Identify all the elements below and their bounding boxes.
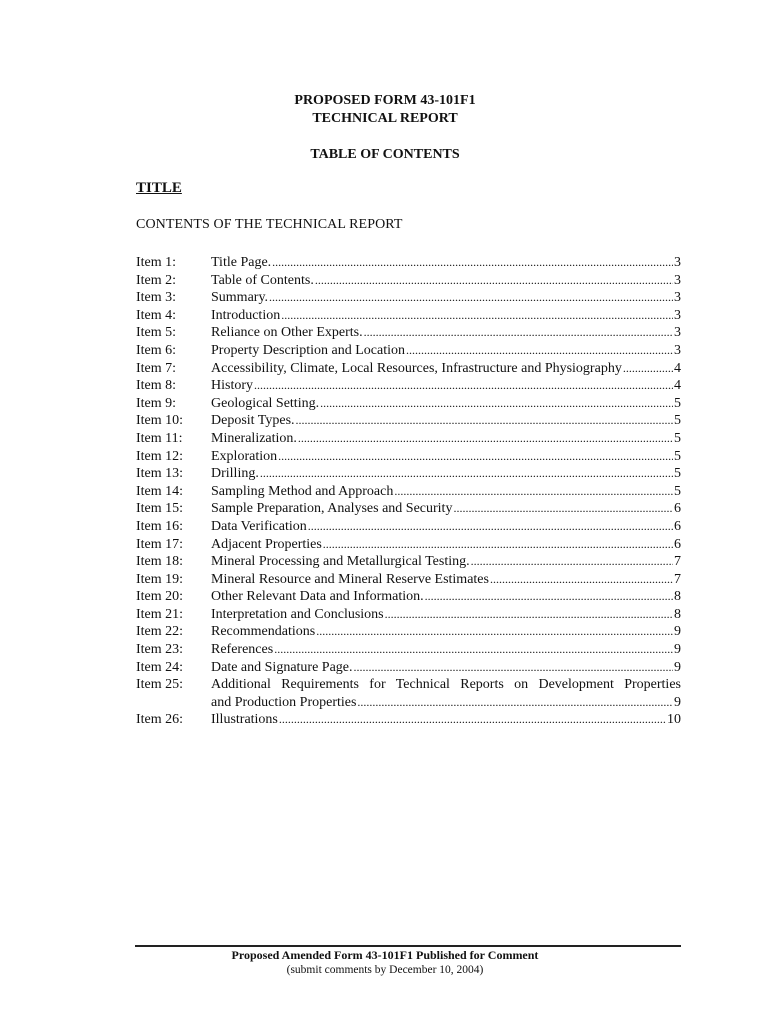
toc-item-number: Item 13: [136,466,184,482]
toc-item-title: Reliance on Other Experts. [211,325,363,341]
toc-item-title: Drilling. [211,466,259,482]
toc-item-body [211,448,681,466]
dot-leader [298,430,673,448]
dot-leader [316,623,673,641]
toc-entry [136,377,681,395]
toc-entry [136,483,681,501]
dot-leader [490,571,673,589]
footer-title: Proposed Amended Form 43-101F1 Published for Comment [231,948,539,962]
toc-page-number: 9 [674,659,681,675]
toc-item-body [211,342,681,360]
dot-leader [308,518,673,536]
toc-line [211,465,681,483]
toc-line [211,500,681,518]
toc-item-title: Data Verification [211,518,307,534]
toc-page-number: 10 [667,712,681,728]
toc-page-number: 9 [674,642,681,658]
toc-item-number: Item 1: [136,255,177,270]
toc-item-title: Mineral Resource and Mineral Reserve Estimates [211,571,489,587]
toc-page-number: 3 [674,255,681,270]
toc-item-body [211,500,681,518]
toc-line [211,395,681,413]
toc-item-title: Illustrations [211,712,278,728]
toc-page-number: 5 [674,448,681,464]
toc-line [211,711,681,729]
toc-line [211,536,681,554]
toc-page-number: 6 [674,536,681,552]
toc-page-number: 4 [674,360,681,376]
toc-page-number: 7 [674,571,681,587]
toc-page-number: 7 [674,554,681,570]
dot-leader [281,307,673,325]
toc-entry [136,536,681,554]
toc-entry [136,307,681,325]
toc-item-title: Table of Contents. [211,272,314,288]
footer-divider [135,945,681,947]
toc-entry [136,676,681,711]
toc-line [211,377,681,395]
toc-page-number: 5 [674,395,681,411]
toc-entry [136,588,681,606]
toc-item-number: Item 5: [136,325,177,341]
toc-line [211,360,681,378]
toc-line [211,606,681,624]
toc-item-number: Item 9: [136,395,177,411]
toc-item-body [211,377,681,395]
toc-page-number: 8 [674,606,681,622]
toc-entry [136,500,681,518]
toc-item-body [211,553,681,571]
toc-page-number: 5 [674,430,681,446]
dot-leader [272,254,673,272]
toc-item-number: Item 17: [136,536,184,552]
toc-item-number: Item 21: [136,606,184,622]
toc-line [211,518,681,536]
dot-leader [269,289,673,307]
toc-list [136,254,681,729]
toc-item-number: Item 3: [136,290,177,306]
toc-line [211,659,681,677]
dot-leader [323,536,673,554]
toc-item-body [211,536,681,554]
toc-item-body [211,641,681,659]
toc-entry [136,342,681,360]
toc-entry [136,553,681,571]
toc-item-number: Item 16: [136,518,184,534]
toc-page-number: 8 [674,589,681,605]
toc-entry [136,659,681,677]
contents-heading: CONTENTS OF THE TECHNICAL REPORT [136,217,403,232]
toc-line [211,412,681,430]
toc-entry [136,641,681,659]
toc-item-body [211,360,681,378]
toc-entry [136,606,681,624]
toc-entry [136,272,681,290]
toc-item-body [211,518,681,536]
toc-item-body [211,711,681,729]
toc-item-body [211,412,681,430]
toc-item-body [211,588,681,606]
toc-item-number: Item 4: [136,307,177,323]
toc-item-title: Interpretation and Conclusions [211,606,384,622]
dot-leader [274,641,673,659]
toc-page-number: 3 [674,290,681,306]
toc-item-title: Title Page. [211,255,272,270]
toc-item-title: Accessibility, Climate, Local Resources, Infrastructure and Physiography [211,360,622,376]
toc-page-number: 5 [674,466,681,482]
toc-page-number: 9 [674,624,681,640]
dot-leader [364,324,673,342]
dot-leader [279,711,666,729]
dot-leader [471,553,673,571]
dot-leader [394,483,673,501]
toc-line [211,483,681,501]
toc-item-number: Item 20: [136,589,184,605]
toc-line [211,307,681,325]
toc-item-number: Item 2: [136,272,177,288]
toc-item-body [211,483,681,501]
toc-entry [136,711,681,729]
toc-item-title: Exploration [211,448,278,464]
dot-leader [453,500,673,518]
toc-item-number: Item 26: [136,712,184,728]
toc-item-body [211,465,681,483]
toc-line [211,430,681,448]
toc-entry [136,254,681,272]
toc-entry [136,623,681,641]
toc-line [211,289,681,307]
section-heading: TITLE [136,180,182,196]
toc-item-title: Geological Setting. [211,395,320,411]
toc-item-number: Item 15: [136,501,184,517]
toc-item-number: Item 14: [136,483,184,499]
dot-leader [425,588,673,606]
toc-item-title: History [211,378,253,394]
toc-page-number: 5 [674,413,681,429]
toc-line [211,553,681,571]
toc-entry [136,465,681,483]
toc-item-body [211,289,681,307]
toc-item-number: Item 11: [136,430,183,446]
toc-entry [136,518,681,536]
toc-item-body [211,395,681,413]
toc-item-body [211,272,681,290]
toc-item-number: Item 10: [136,413,184,429]
toc-entry [136,412,681,430]
dot-leader [260,465,673,483]
toc-item-body [211,659,681,677]
footer-note: (submit comments by December 10, 2004) [286,964,484,976]
toc-item-title: Summary. [211,290,269,306]
toc-item-title: Mineral Processing and Metallurgical Testing. [211,554,470,570]
toc-line [211,272,681,290]
toc-item-body [211,307,681,325]
toc-item-number: Item 22: [136,624,184,640]
toc-page-number: 9 [674,694,681,710]
toc-entry [136,324,681,342]
toc-entry [136,430,681,448]
toc-item-body [211,676,681,711]
toc-item-title: Introduction [211,307,281,323]
toc-item-title: Property Description and Location [211,342,406,358]
toc-item-title: Date and Signature Page. [211,659,353,675]
dot-leader [278,448,673,466]
toc-entry [136,289,681,307]
toc-item-number: Item 18: [136,554,184,570]
dot-leader [254,377,673,395]
toc-item-number: Item 8: [136,378,177,394]
dot-leader [406,342,673,360]
dot-leader [385,606,673,624]
toc-item-body [211,430,681,448]
toc-item-number: Item 12: [136,448,184,464]
toc-line [211,254,681,272]
dot-leader [357,694,673,712]
toc-page-number: 3 [674,307,681,323]
toc-title: TABLE OF CONTENTS [310,147,460,162]
toc-item-title: Sampling Method and Approach [211,483,394,499]
toc-line [211,623,681,641]
toc-item-number: Item 23: [136,642,184,658]
toc-item-number: Item 25: [136,677,184,693]
toc-page-number: 5 [674,483,681,499]
toc-item-number: Item 7: [136,360,177,376]
toc-line [211,694,681,712]
toc-page-number: 3 [674,272,681,288]
report-title: TECHNICAL REPORT [312,111,458,126]
toc-item-title: Other Relevant Data and Information. [211,589,424,605]
toc-entry [136,571,681,589]
toc-item-body [211,571,681,589]
toc-item-body [211,623,681,641]
toc-line [211,342,681,360]
dot-leader [354,659,673,677]
toc-item-body [211,324,681,342]
dot-leader [296,412,673,430]
toc-line [211,324,681,342]
dot-leader [320,395,673,413]
dot-leader [315,272,673,290]
toc-line [211,571,681,589]
toc-entry [136,395,681,413]
toc-entry [136,360,681,378]
toc-item-number: Item 19: [136,571,184,587]
toc-item-title-continued: and Production Properties [211,694,357,710]
toc-item-title: Recommendations [211,624,316,640]
toc-item-title: Deposit Types. [211,413,295,429]
toc-item-title: Additional Requirements for Technical Reports on Development Properties [211,677,681,693]
toc-page-number: 6 [674,501,681,517]
form-title: PROPOSED FORM 43-101F1 [294,93,476,108]
toc-page-number: 6 [674,518,681,534]
toc-item-number: Item 6: [136,342,177,358]
toc-line [211,588,681,606]
toc-item-title: References [211,642,274,658]
toc-entry [136,448,681,466]
dot-leader [623,360,673,378]
toc-item-body [211,606,681,624]
toc-page-number: 3 [674,342,681,358]
toc-item-title: Mineralization. [211,430,297,446]
toc-line [211,641,681,659]
toc-page-number: 4 [674,378,681,394]
toc-item-title: Adjacent Properties [211,536,322,552]
toc-item-number: Item 24: [136,659,184,675]
toc-item-title: Sample Preparation, Analyses and Security [211,501,453,517]
toc-line [211,448,681,466]
toc-item-body [211,254,681,272]
toc-page-number: 3 [674,325,681,341]
